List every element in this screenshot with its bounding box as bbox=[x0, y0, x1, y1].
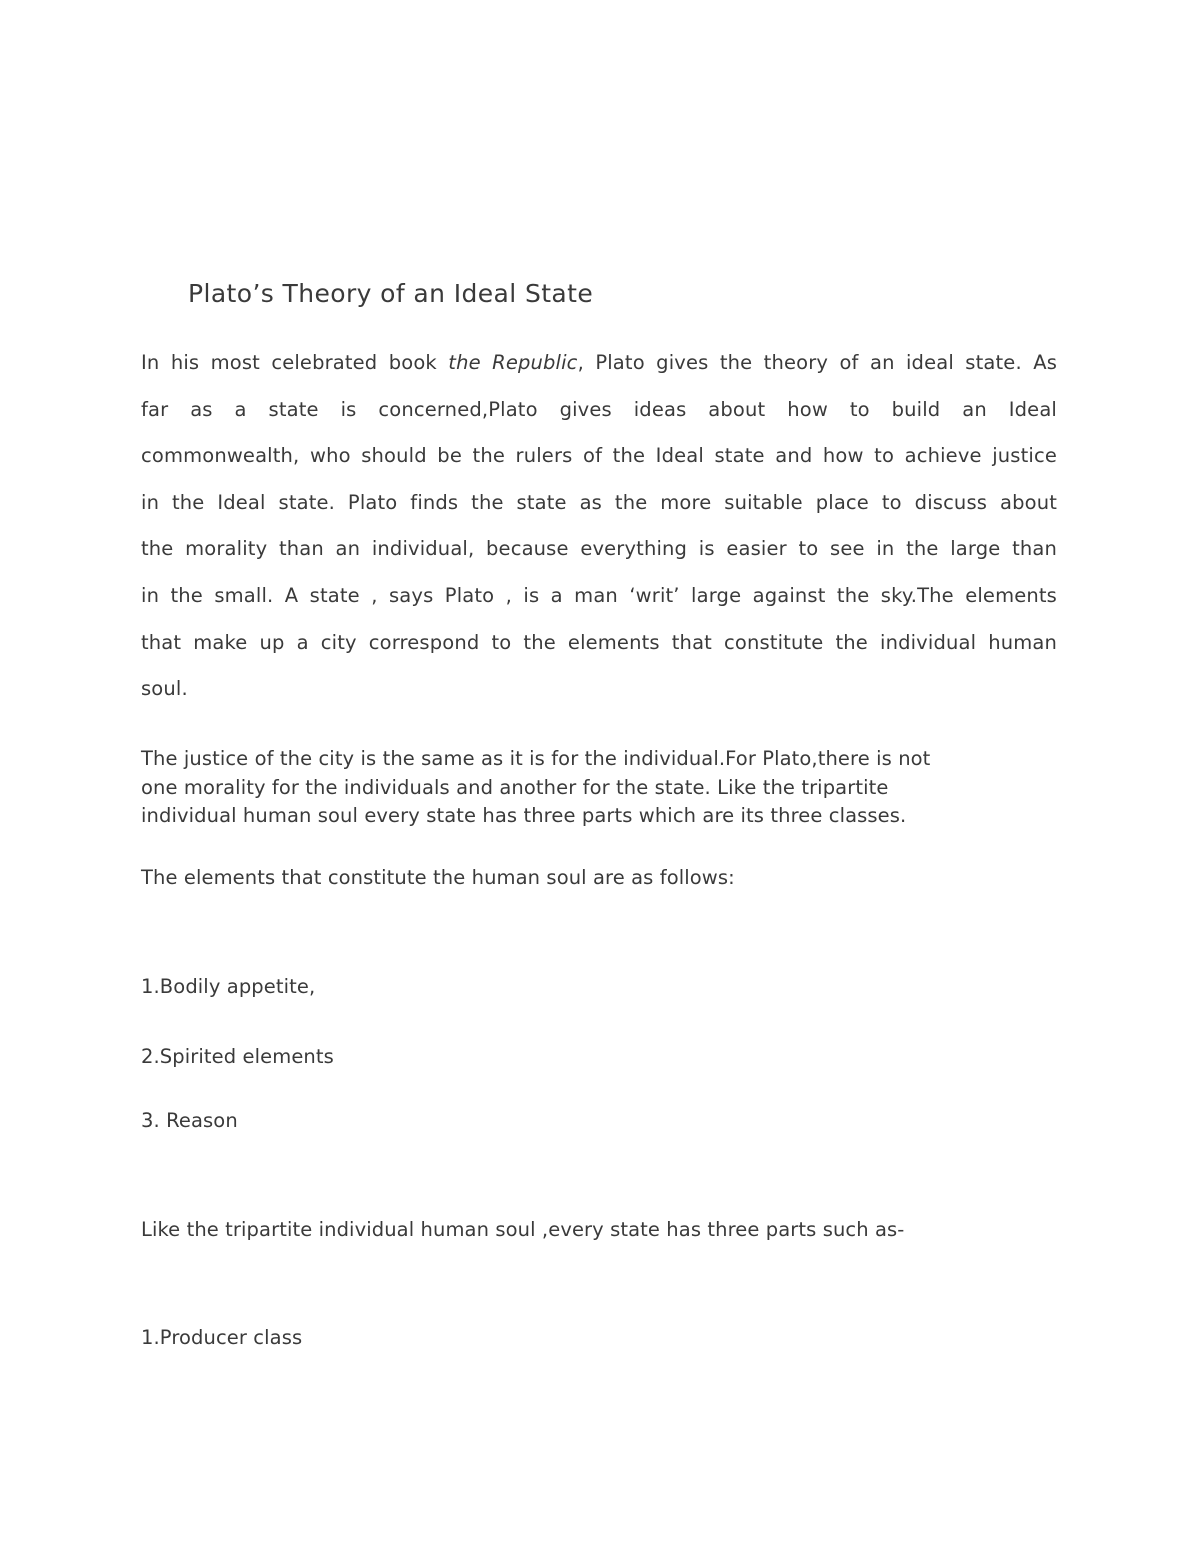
paragraph-line: far as a state is concerned,Plato gives ideas about how to build an Ideal bbox=[141, 397, 1057, 421]
paragraph-line: in the small. A state , says Plato , is a man ‘writ’ large against the sky.The elements bbox=[141, 583, 1057, 607]
text-span: , Plato gives the theory of an ideal state. As bbox=[577, 351, 1057, 374]
paragraph-line: the morality than an individual, because everything is easier to see in the large than bbox=[141, 537, 1057, 561]
text-span: In his most celebrated book bbox=[141, 351, 449, 374]
paragraph-line: individual human soul every state has three parts which are its three classes. bbox=[141, 804, 907, 827]
paragraph-line: one morality for the individuals and another for the state. Like the tripartite bbox=[141, 775, 889, 799]
state-parts-intro: Like the tripartite individual human soul ,every state has three parts such as- bbox=[141, 1218, 905, 1241]
soul-elements-intro: The elements that constitute the human soul are as follows: bbox=[141, 866, 735, 889]
paragraph-justice bbox=[141, 745, 1057, 831]
list-item: 1.Bodily appetite, bbox=[141, 975, 316, 998]
paragraph-line: soul. bbox=[141, 677, 188, 701]
list-item: 3. Reason bbox=[141, 1109, 238, 1132]
list-item: 1.Producer class bbox=[141, 1326, 303, 1349]
paragraph-line bbox=[141, 340, 1057, 387]
paragraph-line: that make up a city correspond to the elements that constitute the individual human bbox=[141, 630, 1057, 654]
paragraph-intro bbox=[141, 340, 1057, 713]
document-title: Plato’s Theory of an Ideal State bbox=[188, 279, 594, 308]
paragraph-line: in the Ideal state. Plato finds the state as the more suitable place to discuss about bbox=[141, 490, 1057, 514]
list-item: 2.Spirited elements bbox=[141, 1045, 334, 1068]
paragraph-line: commonwealth, who should be the rulers of the Ideal state and how to achieve justice bbox=[141, 444, 1057, 468]
paragraph-line: The justice of the city is the same as it is for the individual.For Plato,there is not bbox=[141, 747, 931, 770]
book-title-italic: the Republic bbox=[448, 351, 578, 374]
